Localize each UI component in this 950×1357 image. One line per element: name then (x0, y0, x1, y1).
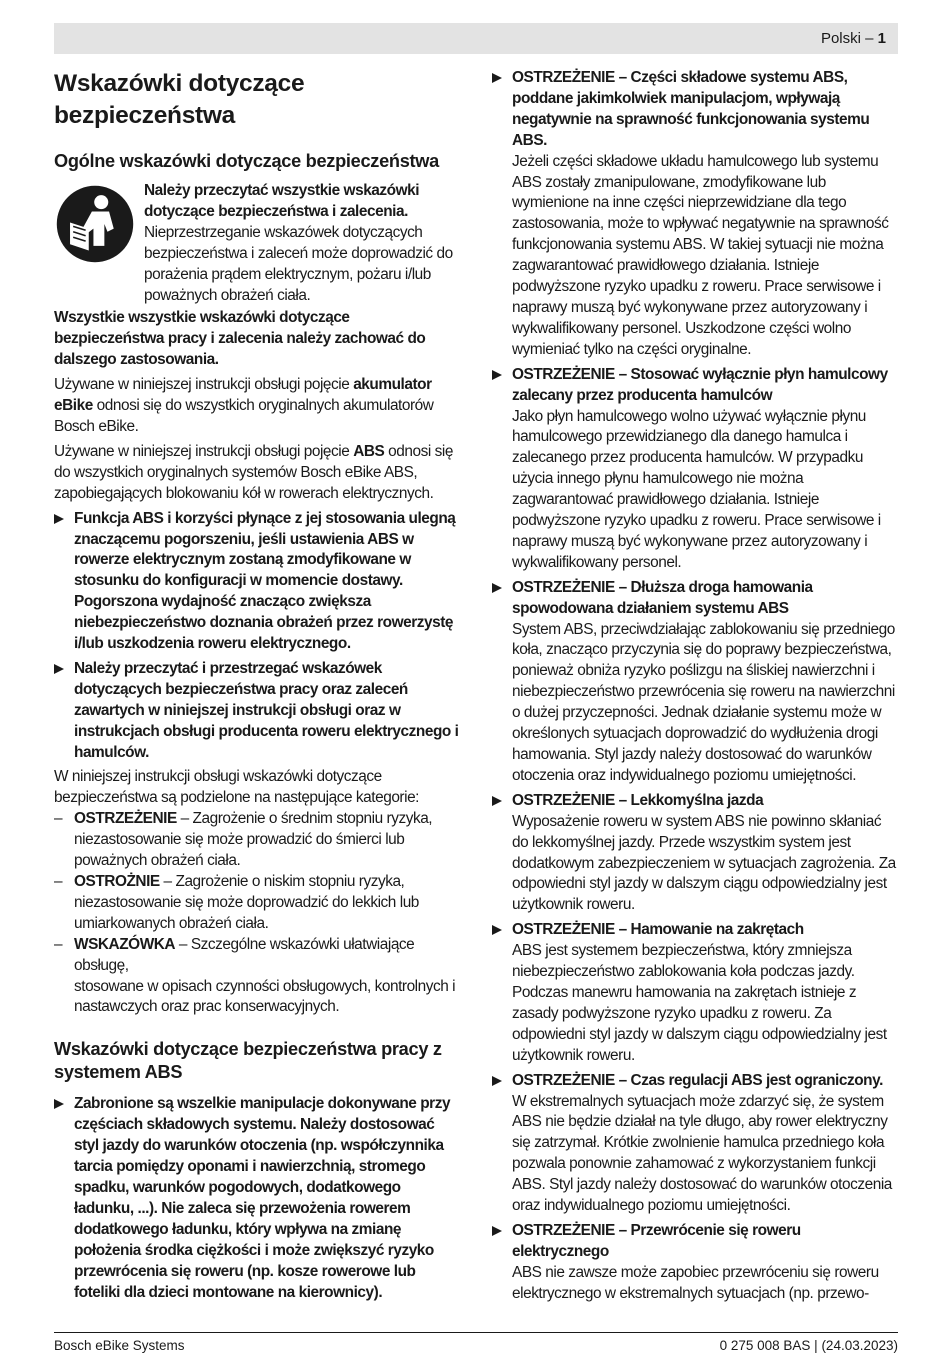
triangle-bullet-icon (492, 796, 502, 806)
triangle-bullet-icon (492, 73, 502, 83)
categories-tail: stosowane w opisach czynności obsługowych, kontrolnych i nastawczych oraz prac konserwacyjnych. (74, 977, 456, 1016)
list-item: Należy przeczytać i przestrzegać wskazówek dotyczących bezpieczeństwa pracy oraz zaleceń zawartych w niniejszej instrukcji obsługi oraz w instrukcjach obsługi producenta roweru elektrycznego i hamulców. (54, 659, 461, 764)
warning-title: OSTRZEŻENIE – Dłuższa droga hamowania spowodowana działaniem systemu ABS (512, 578, 813, 617)
section-heading-abs: Wskazówki dotyczące bezpieczeństwa pracy z systemem ABS (54, 1039, 442, 1083)
warning-body: Jeżeli części składowe układu hamulcowego lub systemu ABS zostały zmanipulowane, zmodyfikowane lub wymienione na inne części nieprzewidziane dla tego zastosowania, może to wpływać negatywnie na sprawność funkcjonowania systemu ABS. W takiej sytuacji nie można zagwarantować prawidłowego działania. Istnieje podwyższone ryzyko upadku z roweru. Prace serwisowe i naprawy muszą być wykonywane przez autoryzowany i wykwalifikowany personel. Uszkodzone części wolno wymieniać tylko na części oryginalne. (512, 152, 889, 358)
warning-body: Wyposażenie roweru w system ABS nie powinno skłaniać do lekkomyślnej jazdy. Przede wszystkim system jest dodatkowym zabezpieczeniem w sytuacjach zagrożenia. Za odpowiedni styl jazdy w dalszym ciągu odpowiedzialny jest użytkownik roweru. (512, 812, 896, 914)
triangle-bullet-icon (54, 664, 64, 674)
warning-item (492, 68, 898, 361)
warning-item (492, 365, 898, 574)
list-item: Funkcja ABS i korzyści płynące z jej stosowania ulegną znaczącemu pogorszeniu, jeśli ustawienia ABS w rowerze elektrycznym zostaną zmodyfikowane w stosunku do konfiguracji w momencie dostawy. Pogorszona wydajność znacząco zwiększa niebezpieczeństwo doznania obrażeń przez rowerzystę i/lub uszkodzenia roweru elektrycznego. (54, 509, 461, 655)
triangle-bullet-icon (492, 1076, 502, 1086)
footer-company: Bosch eBike Systems (54, 1338, 185, 1353)
warning-title: OSTRZEŻENIE – Przewrócenie się roweru elektrycznego (512, 1221, 801, 1260)
triangle-bullet-icon (54, 514, 64, 524)
categories-intro: W niniejszej instrukcji obsługi wskazówki dotyczące bezpieczeństwa są podzielone na następujące kategorie: (54, 768, 420, 807)
left-column (54, 68, 461, 1303)
right-column (492, 68, 898, 1305)
warning-body: W ekstremalnych sytuacjach może zdarzyć się, że system ABS nie będzie działał na tyle długo, aby rower elektryczny się zatrzymał. Krótkie zwolnienie hamulca przedniego koła pozwala ponownie zahamować z wykorzystaniem funkcji ABS. Styl jazdy należy dostosować do warunków otoczenia oraz indywidualnego poziomu umiejętności. (512, 1092, 892, 1215)
read-instructions-text: Należy przeczytać wszystkie wskazówki dotyczące bezpieczeństwa i zalecenia. Nieprzestrzeganie wskazówek dotyczących bezpieczeństwa i zaleceń może doprowadzić do porażenia prądem elektrycznym, pożaru i/lub poważnych obrażeń ciała. (144, 182, 453, 304)
abs-term-paragraph: Używane w niniejszej instrukcji obsługi pojęcie ABS odnosi się do wszystkich oryginalnych systemów Bosch eBike ABS, zapobiegających blokowaniu kół w rowerach elektrycznych. (54, 442, 453, 502)
warning-item (492, 791, 898, 916)
warning-body: ABS jest systemem bezpieczeństwa, który zmniejsza niebezpieczeństwo zablokowania koła podczas jazdy. Podczas manewru hamowania na zakrętach istnieje z zasady podwyższone ryzyko upadku z roweru. Za odpowiedni styl jazdy w dalszym ciągu odpowiedzialny jest użytkownik roweru. (512, 942, 887, 1064)
warning-item (492, 920, 898, 1066)
triangle-bullet-icon (492, 1226, 502, 1236)
warning-body: ABS nie zawsze może zapobiec przewróceniu się roweru elektrycznego w ekstremalnych sytuacjach (np. przewo- (512, 1263, 879, 1302)
page-footer (54, 1332, 898, 1353)
read-manual-icon (56, 185, 134, 263)
keep-instructions-text: Wszystkie wszystkie wskazówki dotyczące bezpieczeństwa pracy i zalecenia należy zachować do dalszego zastosowania. (54, 309, 426, 369)
battery-term-paragraph: Używane w niniejszej instrukcji obsługi pojęcie akumulator eBike odnosi się do wszystkich oryginalnych akumulatorów Bosch eBike. (54, 376, 434, 435)
triangle-bullet-icon (492, 370, 502, 380)
warning-title: OSTRZEŻENIE – Hamowanie na zakrętach (512, 921, 804, 939)
category-item-caution: – OSTROŻNIE – Zagrożenie o niskim stopniu ryzyka, niezastosowanie się może doprowadzić do lekkich lub umiarkowanych obrażeń ciała. (54, 873, 419, 932)
page-title: Wskazówki dotyczące bezpieczeństwa (54, 70, 305, 129)
warning-title: OSTRZEŻENIE – Czas regulacji ABS jest ograniczony. (512, 1071, 883, 1089)
warning-body: System ABS, przeciwdziałając zablokowaniu się przedniego koła, znacząco przyczynia się do poprawy bezpieczeństwa, ponieważ obniża ryzyko poślizgu na śliskiej nawierzchni i niebezpieczeństwo przewrócenia się roweru na nawierzchni o dużej przyczepności. Jednak działanie systemu może w określonych sytuacjach doprowadzić do wydłużenia drogi hamowania. Styl jazdy należy dostosować do warunków otoczenia oraz indywidualnego poziomu umiejętności. (512, 620, 895, 784)
page-number: 1 (877, 30, 886, 47)
triangle-bullet-icon (492, 583, 502, 593)
warning-title: OSTRZEŻENIE – Lekkomyślna jazda (512, 791, 764, 809)
warning-item (492, 1221, 898, 1305)
warning-item (492, 578, 898, 787)
header-page-label: Polski – 1 (820, 30, 886, 47)
triangle-bullet-icon (54, 1099, 64, 1109)
category-item-note: – WSKAZÓWKA – Szczególne wskazówki ułatwiające obsługę, (54, 935, 415, 974)
warning-item (492, 1071, 898, 1217)
category-item-warning: – OSTRZEŻENIE – Zagrożenie o średnim stopniu ryzyka, niezastosowanie się może prowadzić do śmierci lub poważnych obrażeń ciała. (54, 810, 433, 870)
warning-title: OSTRZEŻENIE – Części składowe systemu ABS, poddane jakimkolwiek manipulacjom, wpływają negatywnie na sprawność funkcjonowania systemu ABS. (512, 69, 870, 149)
page-header (54, 23, 898, 54)
warning-body: Jako płyn hamulcowego wolno używać wyłącznie płynu hamulcowego przewidzianego dla danego hamulca i zalecanego przez producenta hamulców. W przypadku użycia innego płynu hamulcowego nie można zagwarantować prawidłowego działania. Istnieje podwyższone ryzyko upadku z roweru. Prace serwisowe i naprawy muszą być wykonywane przez autoryzowany i wykwalifikowany personel. (512, 407, 881, 571)
triangle-bullet-icon (492, 925, 502, 935)
section-heading-general: Ogólne wskazówki dotyczące bezpieczeństwa (54, 151, 439, 171)
list-item: Zabronione są wszelkie manipulacje dokonywane przy częściach składowych systemu. Należy dostosować styl jazdy do warunków otoczenia (np. współczynnika tarcia pomiędzy oponami i nawierzchnią, stromego spadku, warunków pogodowych, dodatkowego ładunku, ...). Nie zaleca się przewożenia rowerem dodatkowego ładunku, który wpływa na zmianę położenia środka ciężkości i może zwiększyć ryzyko przewrócenia się roweru (np. kosze rowerowe lub foteliki dla dzieci montowane na kierownicy). (54, 1094, 461, 1303)
read-instructions-block (54, 181, 461, 306)
warning-title: OSTRZEŻENIE – Stosować wyłącznie płyn hamulcowy zalecany przez producenta hamulców (512, 365, 888, 404)
footer-doc-number: 0 275 008 BAS | (24.03.2023) (719, 1338, 898, 1353)
